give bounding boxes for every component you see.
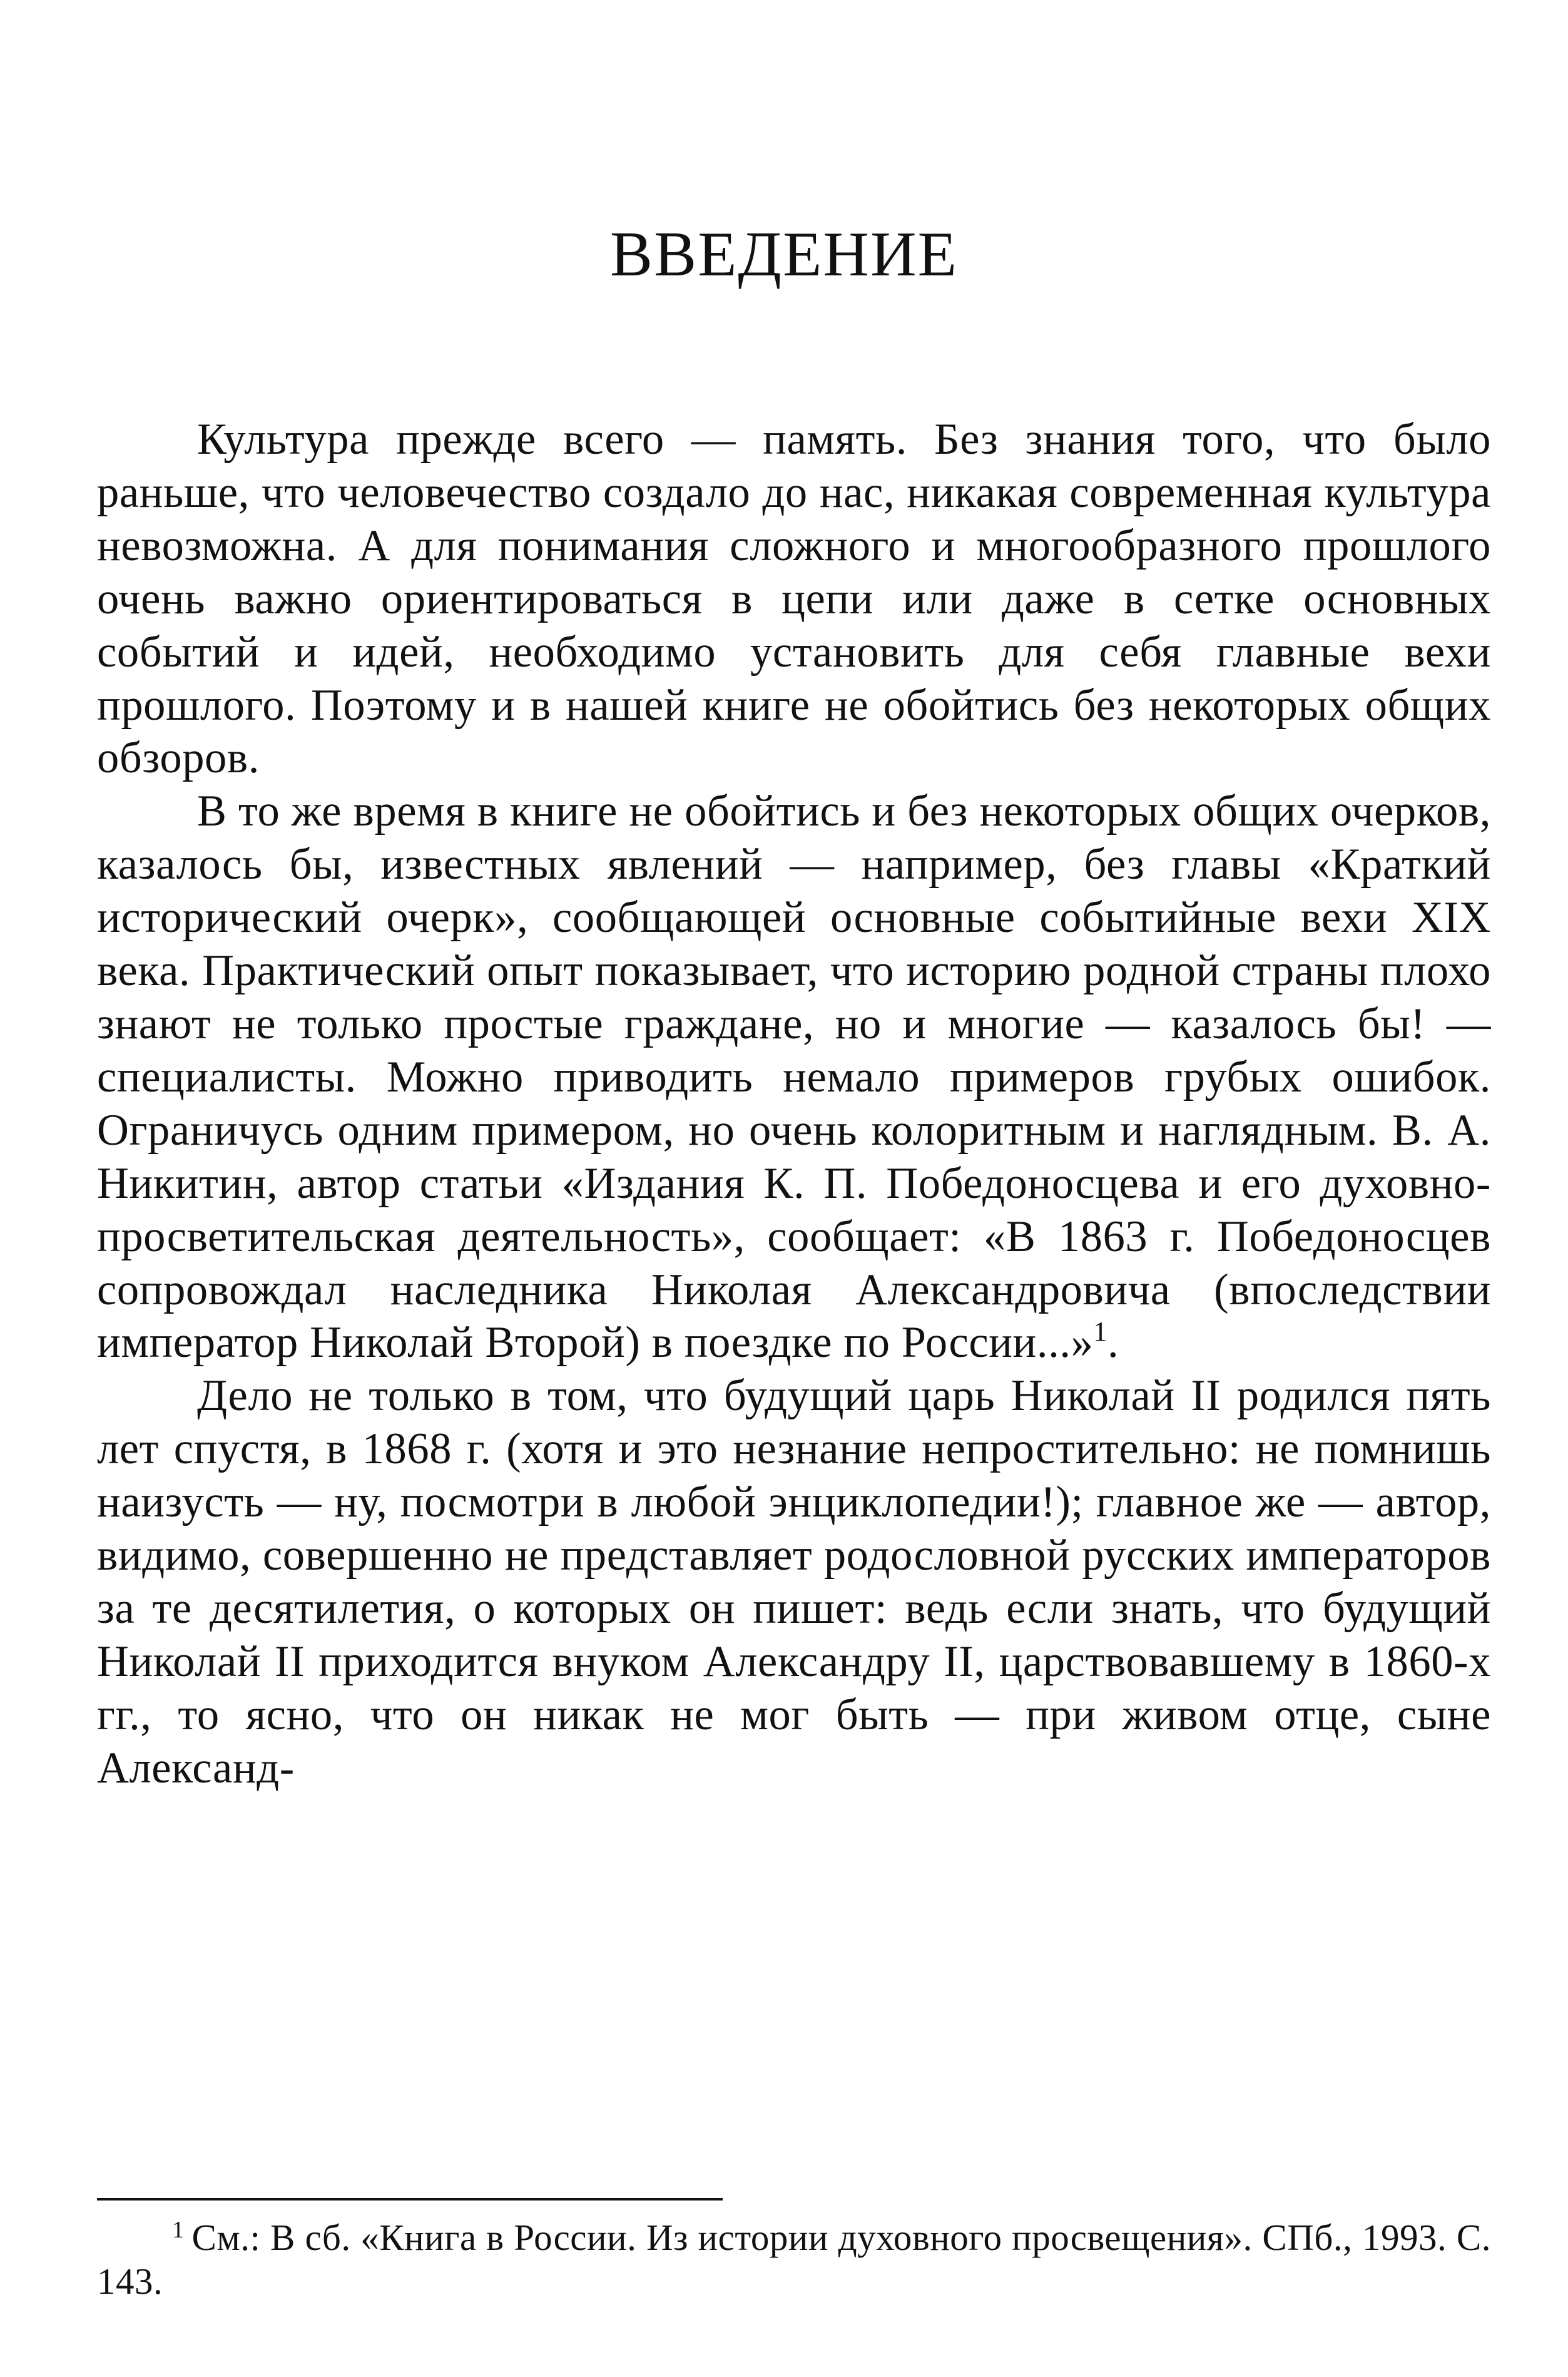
- paragraph-1: Культура прежде всего — память. Без знания того, что было раньше, что человечество создало до нас, никакая современная культура невозможна. А для понимания сложного и многообразного прошлого очень важно ориентироваться в цепи или даже в сетке основных событий и идей, необходимо установить для себя главные вехи прошлого. Поэтому и в нашей книге не обойтись без некоторых общих обзоров.: [97, 415, 1491, 783]
- footnote-marker: 1: [172, 2217, 185, 2243]
- footnote-divider: [97, 2198, 723, 2201]
- footnote: [97, 2216, 1491, 2303]
- chapter-title: ВВЕДЕНИЕ: [610, 219, 958, 290]
- paragraph-2: [97, 785, 1491, 1369]
- footnote-text: См.: В сб. «Книга в России. Из истории духовного просвещения». СПб., 1993. С. 143.: [97, 2217, 1491, 2302]
- footnote-reference: 1: [1093, 1316, 1108, 1347]
- paragraph-2-text: В то же время в книге не обойтись и без некоторых общих очерков, казалось бы, известных явлений — например, без главы «Краткий исторический очерк», сообщающей основные событийные вехи XIX века. Практический опыт показывает, что историю родной страны плохо знают не только простые граждане, но и многие — казалось бы! — специалисты. Можно приводить немало примеров грубых ошибок. Ограничусь одним примером, но очень колоритным и наглядным. В. А. Никитин, автор статьи «Издания К. П. Победоносцева и его духовно-просветительская деятельность», сообщает: «В 1863 г. Победоносцев сопровождал наследника Николая Александровича (впоследствии император Николай Второй) в поездке по России...»: [97, 787, 1491, 1367]
- footnote-paragraph: [97, 2216, 1491, 2303]
- footnote-reference-punct: .: [1107, 1318, 1119, 1367]
- paragraph-3: Дело не только в том, что будущий царь Николай II родился пять лет спустя, в 1868 г. (хотя и это незнание непростительно: не помнишь наизусть — ну, посмотри в любой энциклопедии!); главное же — автор, видимо, совершенно не представляет родословной русских императоров за те десятилетия, о которых он пишет: ведь если знать, что будущий Николай II приходится внуком Александру II, царствовавшему в 1860-х гг., то ясно, что он никак не мог быть — при живом отце, сыне Александ-: [97, 1371, 1491, 1792]
- body-text: [97, 413, 1491, 1795]
